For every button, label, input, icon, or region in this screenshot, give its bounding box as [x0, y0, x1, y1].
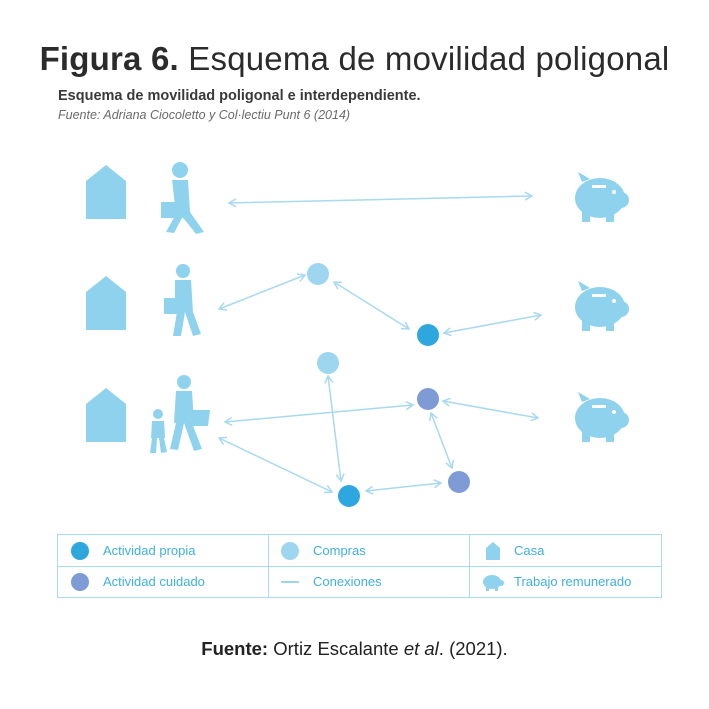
connection-line: [366, 483, 441, 491]
care-activity-node: [417, 388, 439, 410]
piggy-bank-icon: [482, 573, 504, 591]
connection-line: [443, 401, 538, 418]
piggy-bank-icon: [575, 172, 629, 222]
person-icon: [164, 264, 201, 336]
footer-author: Ortiz Escalante: [273, 638, 399, 659]
connection-line: [219, 438, 332, 492]
shopping-swatch: [281, 542, 299, 560]
legend-label: Actividad propia: [103, 543, 196, 558]
shopping-node: [307, 263, 329, 285]
figure-footer: [0, 638, 709, 660]
person-icon: [161, 162, 204, 234]
connection-line: [328, 376, 341, 481]
house-icon: [482, 542, 504, 560]
house-icon: [86, 388, 126, 442]
legend-label: Casa: [514, 543, 545, 558]
connection-line: [219, 275, 305, 309]
diagram-subtitle: Esquema de movilidad poligonal e interdependiente.: [58, 88, 421, 104]
legend: [57, 534, 662, 598]
legend-item-own-activity: [71, 535, 196, 566]
connection-swatch: [281, 581, 299, 583]
legend-item-paid-work: [482, 566, 631, 597]
footer-label: Fuente:: [201, 638, 269, 659]
connection-line: [334, 282, 409, 329]
own-activity-swatch: [71, 542, 89, 560]
connection-line: [431, 413, 452, 468]
legend-item-connections: [281, 566, 382, 597]
piggy-bank-icon: [575, 281, 629, 331]
own-activity-node: [338, 485, 360, 507]
own-activity-node: [417, 324, 439, 346]
legend-item-care-activity: [71, 566, 205, 597]
connection-line: [225, 405, 413, 422]
legend-item-shopping: [281, 535, 366, 566]
footer-etal: et al: [403, 638, 439, 659]
diagram-source: Fuente: Adriana Ciocoletto y Col·lectiu Punt 6 (2014): [58, 108, 351, 122]
house-icon: [86, 165, 126, 219]
person-icon: [150, 375, 210, 453]
legend-item-home: [482, 535, 544, 566]
care-activity-node: [448, 471, 470, 493]
house-icon: [86, 276, 126, 330]
connection-line: [444, 315, 541, 333]
care-activity-swatch: [71, 573, 89, 591]
legend-label: Conexiones: [313, 574, 382, 589]
piggy-bank-icon: [575, 392, 629, 442]
figure-title-text: Esquema de movilidad poligonal: [188, 40, 670, 77]
figure-label: Figura 6.: [39, 40, 179, 77]
connections: [219, 196, 541, 492]
legend-label: Compras: [313, 543, 366, 558]
legend-label: Trabajo remunerado: [514, 574, 632, 589]
legend-label: Actividad cuidado: [103, 574, 205, 589]
footer-year: . (2021).: [438, 638, 508, 659]
connection-line: [229, 196, 532, 203]
shopping-node: [317, 352, 339, 374]
